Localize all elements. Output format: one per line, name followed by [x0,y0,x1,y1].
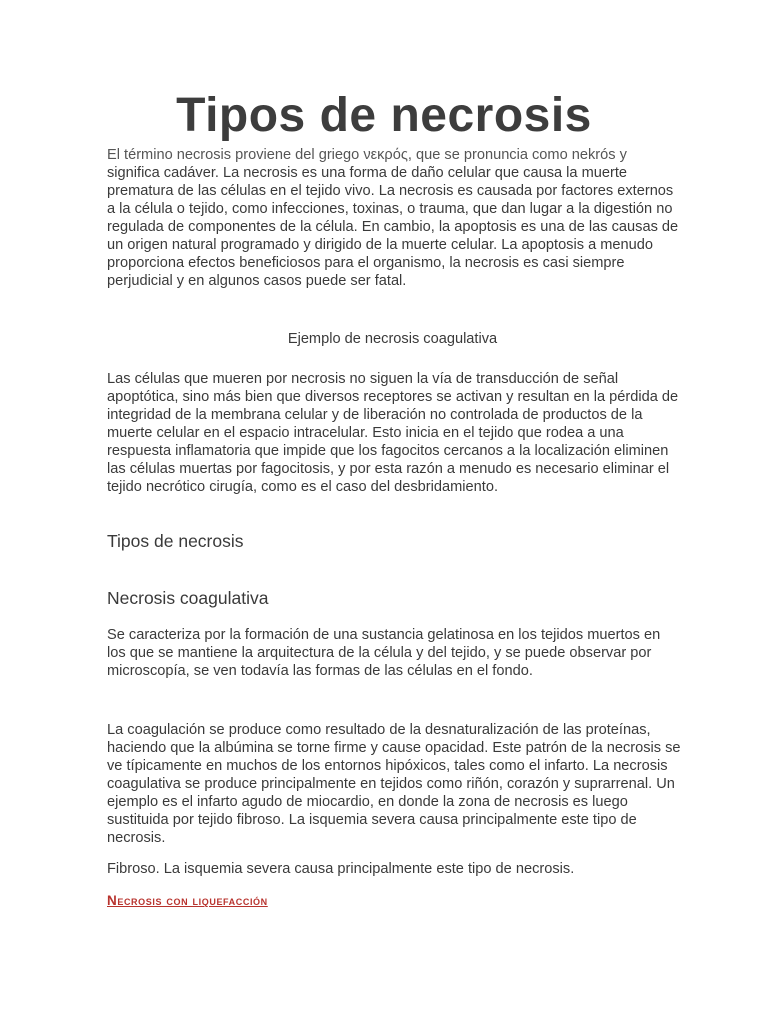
image-caption: Ejemplo de necrosis coagulativa [287,331,498,347]
document-title: Tipos de necrosis [176,89,592,142]
paragraph-fibroso: Fibroso. La isquemia severa causa principalmente este tipo de necrosis. [107,861,575,877]
paragraph-coagulativa-definition: Se caracteriza por la formación de una sustancia gelatinosa en los tejidos muertos en los que se mantiene la arquitectura de la célula y del tejido, y se puede observar por microscopía, se ven todavía las formas de las células en el fondo. [107,627,661,679]
intro-paragraph [107,146,682,290]
paragraph-coagulation-process: La coagulación se produce como resultado de la desnaturalización de las proteínas, haciendo que la albúmina se torne firme y cause opacidad. Este patrón de la necrosis se ve típicamente en muchos de los entornos hipóxicos, tales como el infarto. La necrosis coagulativa se produce principalmente en tejidos como riñón, corazón y suprarrenal. Un ejemplo es el infarto agudo de miocardio, en donde la zona de necrosis es luego sustituida por tejido fibroso. La isquemia severa causa principalmente este tipo de necrosis. [107,722,681,846]
intro-lead-text: El término necrosis proviene del griego νεκρός, que se pronuncia como nekrós y [107,147,627,163]
section-heading-coagulativa: Necrosis coagulativa [107,588,269,608]
intro-body-text: significa cadáver. La necrosis es una forma de daño celular que causa la muerte prematura de las células en el tejido vivo. La necrosis es causada por factores externos a la célula o tejido, como infecciones, toxinas, o trauma, que dan lugar a la digestión no regulada de componentes de la célula. En cambio, la apoptosis es una de las causas de un origen natural programado y dirigido de la muerte celular. La apoptosis a menudo proporciona efectos beneficiosos para el organismo, la necrosis es casi siempre perjudicial y en algunos casos puede ser fatal. [107,165,679,289]
paragraph-apoptosis-pathway: Las células que mueren por necrosis no siguen la vía de transducción de señal apoptótica, sino más bien que diversos receptores se activan y resultan en la pérdida de integridad de la membrana celular y de liberación no controlada de productos de la muerte celular en el espacio intracelular. Esto inicia en el tejido que rodea a una respuesta inflamatoria que impide que los fagocitos cercanos a la localización eliminen las células muertas por fagocitosis, y por esta razón a menudo es necesario eliminar el tejido necrótico cirugía, como es el caso del desbridamiento. [107,371,679,495]
section-heading-tipos: Tipos de necrosis [107,531,244,551]
necrosis-liquefaccion-link[interactable]: Necrosis con liquefacción [107,893,268,908]
